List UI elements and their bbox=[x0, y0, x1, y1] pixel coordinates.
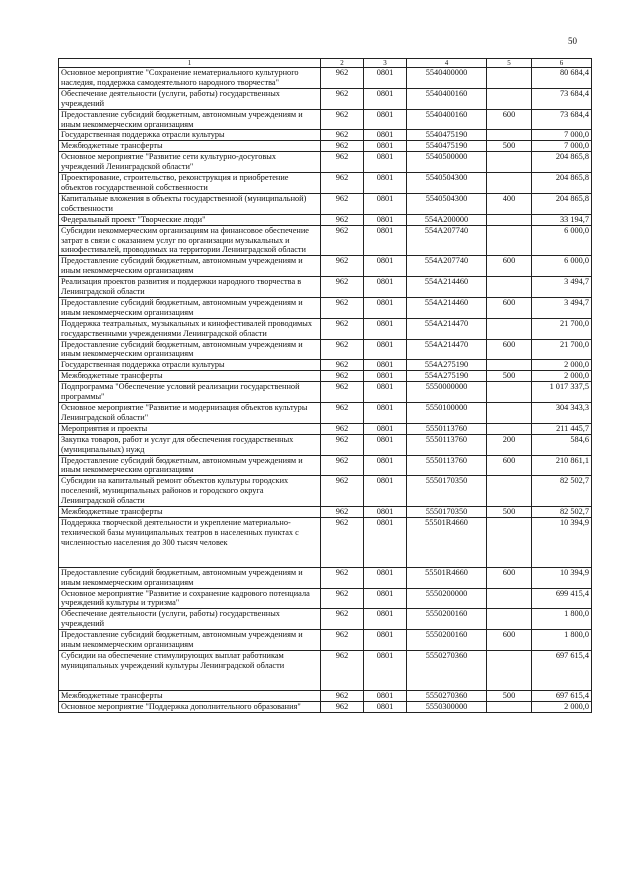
row-expense-type-cell: 500 bbox=[487, 141, 532, 152]
row-section-cell: 0801 bbox=[364, 193, 407, 214]
row-target-article-cell: 5550300000 bbox=[407, 701, 487, 712]
table-row bbox=[59, 360, 592, 371]
row-grbs-cell: 962 bbox=[321, 701, 364, 712]
table-row bbox=[59, 225, 592, 256]
row-sum-cell: 6 000,0 bbox=[532, 256, 592, 277]
row-name-cell: Предоставление субсидий бюджетным, автономным учреждениям и иным некоммерческим организациям bbox=[59, 256, 321, 277]
row-target-article-cell: 554A275190 bbox=[407, 360, 487, 371]
row-target-article-cell: 5550270360 bbox=[407, 650, 487, 690]
row-section-cell: 0801 bbox=[364, 434, 407, 455]
row-grbs-cell: 962 bbox=[321, 318, 364, 339]
table-row bbox=[59, 339, 592, 360]
row-section-cell: 0801 bbox=[364, 339, 407, 360]
row-sum-cell: 3 494,7 bbox=[532, 297, 592, 318]
row-target-article-cell: 5550170350 bbox=[407, 476, 487, 507]
row-sum-cell: 304 343,3 bbox=[532, 403, 592, 424]
row-name-cell: Предоставление субсидий бюджетным, автономным учреждениям и иным некоммерческим организациям bbox=[59, 630, 321, 651]
row-grbs-cell: 962 bbox=[321, 423, 364, 434]
table-row bbox=[59, 517, 592, 567]
row-target-article-cell: 554A275190 bbox=[407, 371, 487, 382]
row-grbs-cell: 962 bbox=[321, 360, 364, 371]
row-expense-type-cell: 500 bbox=[487, 507, 532, 518]
row-expense-type-cell bbox=[487, 476, 532, 507]
row-expense-type-cell: 200 bbox=[487, 434, 532, 455]
row-sum-cell: 204 865,8 bbox=[532, 193, 592, 214]
row-name-cell: Федеральный проект "Творческие люди" bbox=[59, 214, 321, 225]
row-grbs-cell: 962 bbox=[321, 68, 364, 89]
row-grbs-cell: 962 bbox=[321, 567, 364, 588]
row-grbs-cell: 962 bbox=[321, 371, 364, 382]
row-expense-type-cell: 500 bbox=[487, 371, 532, 382]
row-sum-cell: 1 800,0 bbox=[532, 630, 592, 651]
row-grbs-cell: 962 bbox=[321, 277, 364, 298]
budget-table-container bbox=[58, 58, 591, 713]
table-row bbox=[59, 173, 592, 194]
row-section-cell: 0801 bbox=[364, 109, 407, 130]
row-name-cell: Основное мероприятие "Развитие и сохранение кадрового потенциала учреждений культуры и туризма" bbox=[59, 588, 321, 609]
row-expense-type-cell: 600 bbox=[487, 630, 532, 651]
table-row bbox=[59, 193, 592, 214]
row-target-article-cell: 5550100000 bbox=[407, 403, 487, 424]
row-section-cell: 0801 bbox=[364, 423, 407, 434]
row-name-cell: Капитальные вложения в объекты государственной (муниципальной) собственности bbox=[59, 193, 321, 214]
row-section-cell: 0801 bbox=[364, 701, 407, 712]
row-sum-cell: 82 502,7 bbox=[532, 507, 592, 518]
row-name-cell: Основное мероприятие "Поддержка дополнительного образования" bbox=[59, 701, 321, 712]
row-section-cell: 0801 bbox=[364, 277, 407, 298]
row-expense-type-cell bbox=[487, 214, 532, 225]
row-sum-cell: 697 615,4 bbox=[532, 690, 592, 701]
row-name-cell: Основное мероприятие "Развитие и модернизация объектов культуры Ленинградской области" bbox=[59, 403, 321, 424]
row-section-cell: 0801 bbox=[364, 609, 407, 630]
row-name-cell: Предоставление субсидий бюджетным, автономным учреждениям и иным некоммерческим организациям bbox=[59, 455, 321, 476]
row-expense-type-cell bbox=[487, 68, 532, 89]
row-expense-type-cell bbox=[487, 382, 532, 403]
page-number: 50 bbox=[568, 36, 577, 46]
row-expense-type-cell bbox=[487, 423, 532, 434]
row-target-article-cell: 5540400160 bbox=[407, 88, 487, 109]
row-sum-cell: 73 684,4 bbox=[532, 88, 592, 109]
row-name-cell: Обеспечение деятельности (услуги, работы) государственных учреждений bbox=[59, 88, 321, 109]
table-row bbox=[59, 701, 592, 712]
row-target-article-cell: 5550000000 bbox=[407, 382, 487, 403]
row-expense-type-cell bbox=[487, 403, 532, 424]
row-name-cell: Реализация проектов развития и поддержки народного творчества в Ленинградской области bbox=[59, 277, 321, 298]
row-section-cell: 0801 bbox=[364, 476, 407, 507]
row-expense-type-cell bbox=[487, 173, 532, 194]
row-name-cell: Межбюджетные трансферты bbox=[59, 690, 321, 701]
row-grbs-cell: 962 bbox=[321, 88, 364, 109]
row-name-cell: Предоставление субсидий бюджетным, автономным учреждениям и иным некоммерческим организациям bbox=[59, 339, 321, 360]
row-target-article-cell: 554A200000 bbox=[407, 214, 487, 225]
row-sum-cell: 80 684,4 bbox=[532, 68, 592, 89]
row-grbs-cell: 962 bbox=[321, 455, 364, 476]
row-sum-cell: 10 394,9 bbox=[532, 517, 592, 567]
row-sum-cell: 1 800,0 bbox=[532, 609, 592, 630]
table-row bbox=[59, 141, 592, 152]
row-grbs-cell: 962 bbox=[321, 214, 364, 225]
row-sum-cell: 10 394,9 bbox=[532, 567, 592, 588]
table-row bbox=[59, 371, 592, 382]
row-target-article-cell: 55501R4660 bbox=[407, 517, 487, 567]
row-section-cell: 0801 bbox=[364, 382, 407, 403]
row-target-article-cell: 5540400000 bbox=[407, 68, 487, 89]
row-grbs-cell: 962 bbox=[321, 109, 364, 130]
row-name-cell: Субсидии на капитальный ремонт объектов культуры городских поселений, муниципальных районов и городского округа Ленинградской области bbox=[59, 476, 321, 507]
row-grbs-cell: 962 bbox=[321, 507, 364, 518]
table-row bbox=[59, 567, 592, 588]
row-expense-type-cell: 500 bbox=[487, 690, 532, 701]
row-expense-type-cell bbox=[487, 277, 532, 298]
row-expense-type-cell bbox=[487, 152, 532, 173]
row-section-cell: 0801 bbox=[364, 68, 407, 89]
row-section-cell: 0801 bbox=[364, 588, 407, 609]
column-header-sum: 6 bbox=[532, 59, 592, 68]
row-target-article-cell: 5550113760 bbox=[407, 423, 487, 434]
row-grbs-cell: 962 bbox=[321, 609, 364, 630]
row-name-cell: Подпрограмма "Обеспечение условий реализации государственной программы" bbox=[59, 382, 321, 403]
row-target-article-cell: 554A214460 bbox=[407, 277, 487, 298]
row-section-cell: 0801 bbox=[364, 360, 407, 371]
row-expense-type-cell: 600 bbox=[487, 455, 532, 476]
table-row bbox=[59, 130, 592, 141]
row-target-article-cell: 5540400160 bbox=[407, 109, 487, 130]
table-row bbox=[59, 277, 592, 298]
row-expense-type-cell bbox=[487, 701, 532, 712]
row-expense-type-cell: 600 bbox=[487, 567, 532, 588]
row-sum-cell: 2 000,0 bbox=[532, 701, 592, 712]
row-target-article-cell: 5550170350 bbox=[407, 507, 487, 518]
table-row bbox=[59, 455, 592, 476]
row-grbs-cell: 962 bbox=[321, 588, 364, 609]
row-target-article-cell: 5540504300 bbox=[407, 173, 487, 194]
table-row bbox=[59, 650, 592, 690]
row-sum-cell: 33 194,7 bbox=[532, 214, 592, 225]
table-row bbox=[59, 476, 592, 507]
row-target-article-cell: 5540500000 bbox=[407, 152, 487, 173]
row-grbs-cell: 962 bbox=[321, 339, 364, 360]
row-section-cell: 0801 bbox=[364, 690, 407, 701]
row-section-cell: 0801 bbox=[364, 318, 407, 339]
row-grbs-cell: 962 bbox=[321, 517, 364, 567]
row-name-cell: Государственная поддержка отрасли культуры bbox=[59, 130, 321, 141]
table-row bbox=[59, 434, 592, 455]
row-expense-type-cell: 600 bbox=[487, 339, 532, 360]
row-sum-cell: 210 861,1 bbox=[532, 455, 592, 476]
row-target-article-cell: 554A214460 bbox=[407, 297, 487, 318]
row-expense-type-cell bbox=[487, 360, 532, 371]
row-section-cell: 0801 bbox=[364, 371, 407, 382]
row-grbs-cell: 962 bbox=[321, 630, 364, 651]
row-section-cell: 0801 bbox=[364, 630, 407, 651]
row-expense-type-cell: 600 bbox=[487, 256, 532, 277]
row-sum-cell: 1 017 337,5 bbox=[532, 382, 592, 403]
row-grbs-cell: 962 bbox=[321, 256, 364, 277]
row-grbs-cell: 962 bbox=[321, 690, 364, 701]
row-grbs-cell: 962 bbox=[321, 193, 364, 214]
row-target-article-cell: 5550200160 bbox=[407, 630, 487, 651]
column-header-section: 3 bbox=[364, 59, 407, 68]
row-section-cell: 0801 bbox=[364, 297, 407, 318]
row-target-article-cell: 5550270360 bbox=[407, 690, 487, 701]
row-section-cell: 0801 bbox=[364, 403, 407, 424]
table-row bbox=[59, 152, 592, 173]
table-body bbox=[59, 68, 592, 713]
column-header-grbs: 2 bbox=[321, 59, 364, 68]
row-section-cell: 0801 bbox=[364, 225, 407, 256]
row-name-cell: Мероприятия и проекты bbox=[59, 423, 321, 434]
row-name-cell: Субсидии на обеспечение стимулирующих выплат работникам муниципальных учреждений культуры Ленинградской области bbox=[59, 650, 321, 690]
row-section-cell: 0801 bbox=[364, 567, 407, 588]
column-header-expense-type: 5 bbox=[487, 59, 532, 68]
row-sum-cell: 697 615,4 bbox=[532, 650, 592, 690]
row-target-article-cell: 554A207740 bbox=[407, 256, 487, 277]
row-sum-cell: 2 000,0 bbox=[532, 360, 592, 371]
row-expense-type-cell bbox=[487, 650, 532, 690]
row-section-cell: 0801 bbox=[364, 214, 407, 225]
row-target-article-cell: 554A207740 bbox=[407, 225, 487, 256]
row-sum-cell: 699 415,4 bbox=[532, 588, 592, 609]
column-header-target-article: 4 bbox=[407, 59, 487, 68]
row-target-article-cell: 554A214470 bbox=[407, 318, 487, 339]
row-name-cell: Межбюджетные трансферты bbox=[59, 507, 321, 518]
table-row bbox=[59, 507, 592, 518]
row-sum-cell: 584,6 bbox=[532, 434, 592, 455]
row-grbs-cell: 962 bbox=[321, 434, 364, 455]
row-grbs-cell: 962 bbox=[321, 297, 364, 318]
table-row bbox=[59, 318, 592, 339]
budget-table bbox=[58, 58, 592, 713]
row-grbs-cell: 962 bbox=[321, 403, 364, 424]
table-row bbox=[59, 109, 592, 130]
row-target-article-cell: 55501R4660 bbox=[407, 567, 487, 588]
row-sum-cell: 3 494,7 bbox=[532, 277, 592, 298]
row-grbs-cell: 962 bbox=[321, 141, 364, 152]
row-name-cell: Поддержка творческой деятельности и укрепление материально-технической базы муниципальных театров в населенных пунктах с численностью населения до 300 тысяч человек bbox=[59, 517, 321, 567]
row-name-cell: Основное мероприятие "Развитие сети культурно-досуговых учреждений Ленинградской области" bbox=[59, 152, 321, 173]
row-section-cell: 0801 bbox=[364, 130, 407, 141]
row-name-cell: Закупка товаров, работ и услуг для обеспечения государственных (муниципальных) нужд bbox=[59, 434, 321, 455]
row-target-article-cell: 5540475190 bbox=[407, 130, 487, 141]
row-grbs-cell: 962 bbox=[321, 382, 364, 403]
table-row bbox=[59, 690, 592, 701]
row-name-cell: Проектирование, строительство, реконструкция и приобретение объектов государственной собственности bbox=[59, 173, 321, 194]
row-sum-cell: 82 502,7 bbox=[532, 476, 592, 507]
table-row bbox=[59, 403, 592, 424]
row-grbs-cell: 962 bbox=[321, 173, 364, 194]
row-name-cell: Основное мероприятие "Сохранение нематериального культурного наследия, поддержка самодеятельного народного творчества" bbox=[59, 68, 321, 89]
row-name-cell: Предоставление субсидий бюджетным, автономным учреждениям и иным некоммерческим организациям bbox=[59, 567, 321, 588]
row-grbs-cell: 962 bbox=[321, 152, 364, 173]
row-section-cell: 0801 bbox=[364, 650, 407, 690]
row-target-article-cell: 5550113760 bbox=[407, 434, 487, 455]
row-grbs-cell: 962 bbox=[321, 476, 364, 507]
row-target-article-cell: 5550113760 bbox=[407, 455, 487, 476]
row-grbs-cell: 962 bbox=[321, 130, 364, 141]
row-expense-type-cell: 600 bbox=[487, 109, 532, 130]
row-expense-type-cell bbox=[487, 588, 532, 609]
row-name-cell: Субсидии некоммерческим организациям на финансовое обеспечение затрат в связи с оказанием услуг по организации музыкальных и кинофестивалей, проводимых на территории Ленинградской области bbox=[59, 225, 321, 256]
row-name-cell: Обеспечение деятельности (услуги, работы) государственных учреждений bbox=[59, 609, 321, 630]
row-name-cell: Предоставление субсидий бюджетным, автономным учреждениям и иным некоммерческим организациям bbox=[59, 109, 321, 130]
row-target-article-cell: 5550200160 bbox=[407, 609, 487, 630]
row-sum-cell: 21 700,0 bbox=[532, 339, 592, 360]
table-row bbox=[59, 382, 592, 403]
row-expense-type-cell bbox=[487, 225, 532, 256]
table-row bbox=[59, 297, 592, 318]
row-expense-type-cell bbox=[487, 517, 532, 567]
row-expense-type-cell: 600 bbox=[487, 297, 532, 318]
row-target-article-cell: 5540475190 bbox=[407, 141, 487, 152]
row-name-cell: Межбюджетные трансферты bbox=[59, 371, 321, 382]
row-name-cell: Межбюджетные трансферты bbox=[59, 141, 321, 152]
row-section-cell: 0801 bbox=[364, 88, 407, 109]
row-section-cell: 0801 bbox=[364, 517, 407, 567]
row-sum-cell: 7 000,0 bbox=[532, 141, 592, 152]
table-row bbox=[59, 588, 592, 609]
column-header-name: 1 bbox=[59, 59, 321, 68]
row-expense-type-cell bbox=[487, 318, 532, 339]
row-section-cell: 0801 bbox=[364, 507, 407, 518]
table-header-row bbox=[59, 59, 592, 68]
row-expense-type-cell bbox=[487, 88, 532, 109]
row-section-cell: 0801 bbox=[364, 141, 407, 152]
row-section-cell: 0801 bbox=[364, 256, 407, 277]
row-section-cell: 0801 bbox=[364, 152, 407, 173]
row-sum-cell: 204 865,8 bbox=[532, 152, 592, 173]
row-sum-cell: 21 700,0 bbox=[532, 318, 592, 339]
row-section-cell: 0801 bbox=[364, 455, 407, 476]
row-sum-cell: 73 684,4 bbox=[532, 109, 592, 130]
table-row bbox=[59, 609, 592, 630]
row-expense-type-cell: 400 bbox=[487, 193, 532, 214]
row-expense-type-cell bbox=[487, 609, 532, 630]
row-grbs-cell: 962 bbox=[321, 225, 364, 256]
row-sum-cell: 6 000,0 bbox=[532, 225, 592, 256]
row-name-cell: Государственная поддержка отрасли культуры bbox=[59, 360, 321, 371]
row-expense-type-cell bbox=[487, 130, 532, 141]
row-grbs-cell: 962 bbox=[321, 650, 364, 690]
table-row bbox=[59, 68, 592, 89]
row-sum-cell: 7 000,0 bbox=[532, 130, 592, 141]
row-section-cell: 0801 bbox=[364, 173, 407, 194]
row-target-article-cell: 554A214470 bbox=[407, 339, 487, 360]
row-sum-cell: 2 000,0 bbox=[532, 371, 592, 382]
row-sum-cell: 204 865,8 bbox=[532, 173, 592, 194]
table-row bbox=[59, 214, 592, 225]
table-row bbox=[59, 423, 592, 434]
row-name-cell: Предоставление субсидий бюджетным, автономным учреждениям и иным некоммерческим организациям bbox=[59, 297, 321, 318]
row-sum-cell: 211 445,7 bbox=[532, 423, 592, 434]
table-row bbox=[59, 630, 592, 651]
row-target-article-cell: 5550200000 bbox=[407, 588, 487, 609]
table-row bbox=[59, 88, 592, 109]
row-target-article-cell: 5540504300 bbox=[407, 193, 487, 214]
row-name-cell: Поддержка театральных, музыкальных и кинофестивалей проводимых государственными учреждениями Ленинградской области bbox=[59, 318, 321, 339]
table-row bbox=[59, 256, 592, 277]
